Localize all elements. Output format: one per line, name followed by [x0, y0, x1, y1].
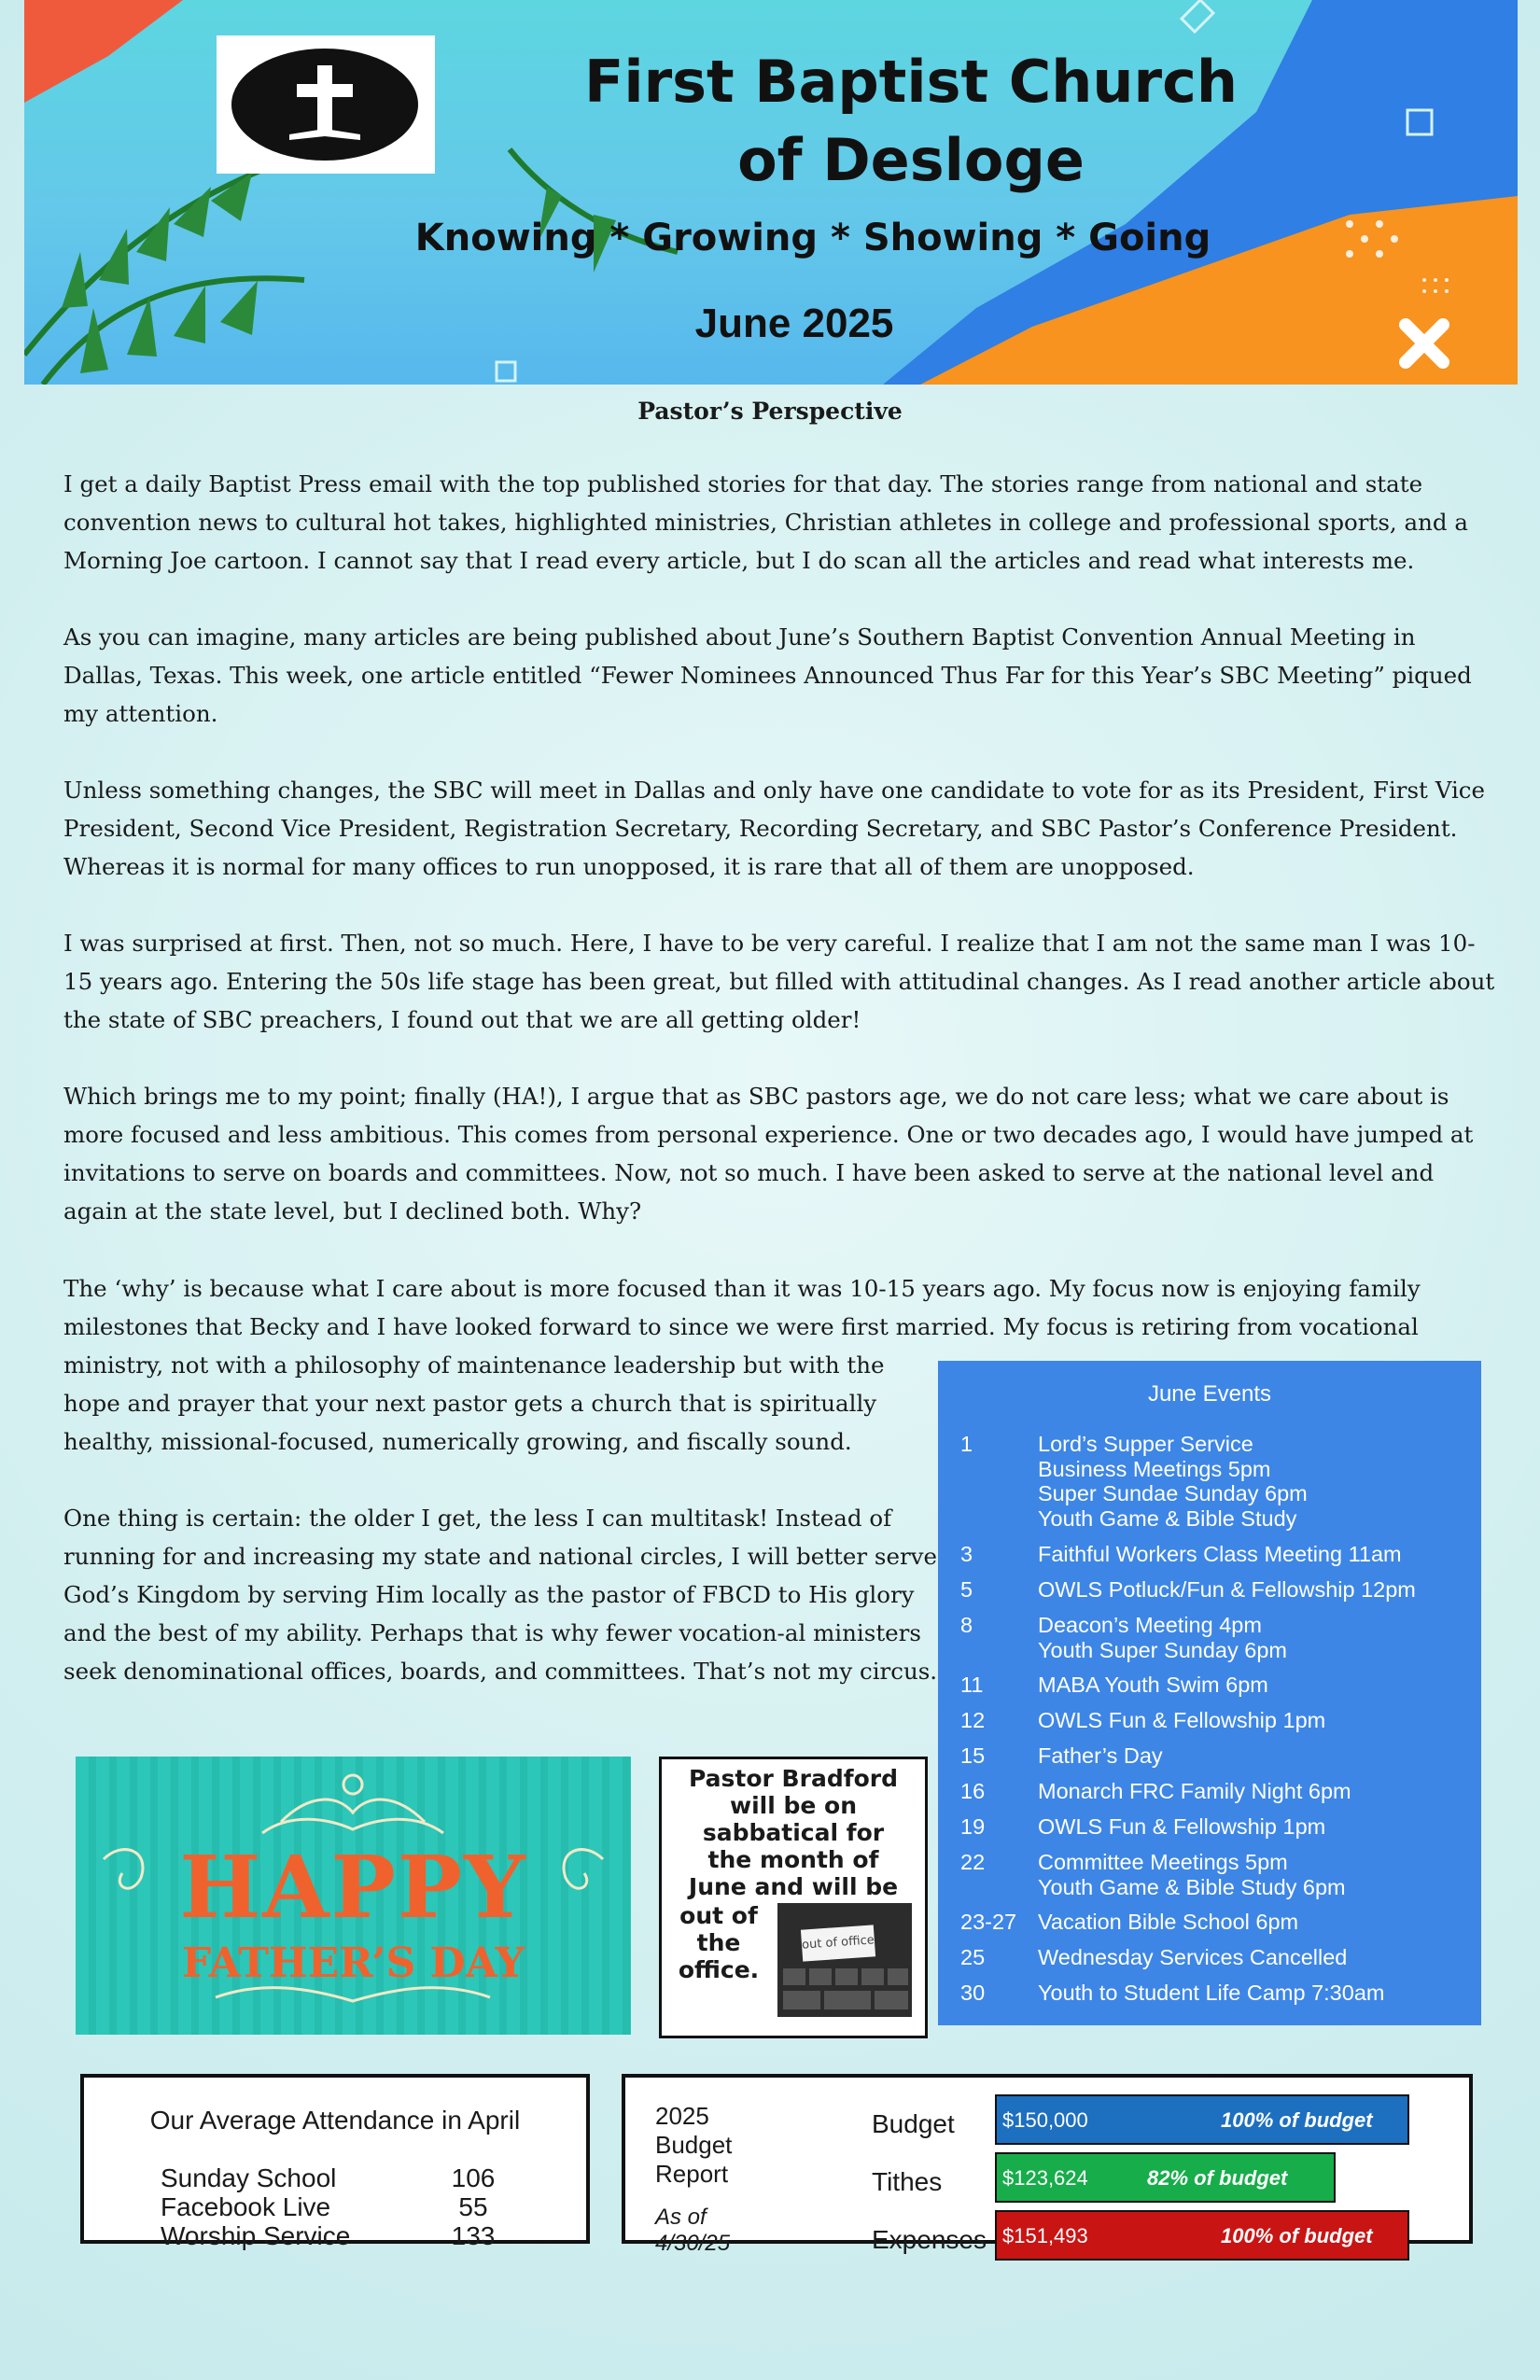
- issue-date: June 2025: [694, 301, 894, 346]
- event-day: 23-27: [960, 1910, 1017, 1934]
- event-day: 11: [960, 1673, 984, 1697]
- cross-book-icon: [231, 49, 418, 161]
- attendance-box: [80, 2074, 590, 2250]
- event-day: 5: [960, 1577, 973, 1602]
- expenses-bar: [995, 2210, 1409, 2261]
- logo-emblem: [231, 49, 418, 161]
- event-desc: Wednesday Services Cancelled: [1038, 1945, 1348, 1969]
- attendance-label: Sunday School: [161, 2163, 337, 2192]
- events-title: June Events: [1147, 1381, 1272, 1407]
- event-desc: Deacon’s Meeting 4pm Youth Super Sunday 6pm: [1038, 1613, 1287, 1662]
- event-day: 12: [960, 1708, 986, 1732]
- keyboard-icon: [777, 1903, 912, 2017]
- church-name-line1: First Baptist Church: [583, 48, 1239, 116]
- article-paragraph: As you can imagine, many articles are being published about June’s Southern Baptist Convention Annual Meeting in Dallas, Texas. This week, one article entitled “Fewer Nominees Announced Thus Far for this Year’s SBC Meeting” piqued my attention.: [63, 623, 1472, 727]
- masthead-banner: [24, 0, 1518, 385]
- fathers-day-card: [76, 1757, 631, 2035]
- event-desc: Monarch FRC Family Night 6pm: [1038, 1779, 1351, 1803]
- event-desc: Youth to Student Life Camp 7:30am: [1038, 1981, 1385, 2005]
- event-desc: Faithful Workers Class Meeting 11am: [1038, 1542, 1402, 1566]
- event-day: 1: [960, 1432, 973, 1456]
- article-paragraph: The ‘why’ is because what I care about is more focused than it was 10-15 years ago. My focus now is enjoying family milestones that Becky and I have looked forward to since we were first married. My focus is retiring from vocational: [63, 1275, 1421, 1340]
- fathers-day-headline: HAPPY: [179, 1837, 527, 1938]
- budget-row-label: Tithes: [872, 2167, 943, 2196]
- budget-amount: $150,000: [1002, 2108, 1088, 2132]
- article-paragraph: One thing is certain: the older I get, the less I can multitask! Instead of running for and increasing my state and national circles, I will better serve God’s Kingdom by serving Him locally as the pastor of FBCD to His glory and the best of my ability. Perhaps that is why fewer vocation-al ministers seek denominational offices, boards, and committees. That’s not my circus.: [63, 1505, 938, 1685]
- budget-percent: 100% of budget: [1221, 2108, 1373, 2132]
- out-of-office-note: out of office: [801, 1925, 875, 1961]
- event-desc: OWLS Fun & Fellowship 1pm: [1038, 1814, 1326, 1839]
- event-day: 30: [960, 1981, 986, 2005]
- event-day: 16: [960, 1779, 986, 1803]
- event-day: 8: [960, 1613, 973, 1637]
- article-paragraph: Unless something changes, the SBC will meet in Dallas and only have one candidate to vote for as its President, First Vice President, Second Vice President, Registration Secretary, Recording Secretary, and SBC Pastor’s Conference President. Whereas it is normal for many offices to run unopposed, it is rare that all of them are unopposed.: [63, 777, 1486, 880]
- budget-report-heading: 2025 Budget Report: [655, 2102, 733, 2188]
- tithes-bar: [995, 2152, 1336, 2203]
- tithes-percent: 82% of budget: [1147, 2166, 1288, 2190]
- attendance-value: 106: [451, 2163, 496, 2192]
- sabbatical-text: Pastor Bradford will be on sabbatical for the month of June and will be: [688, 1765, 899, 1900]
- event-desc: Lord’s Supper Service Business Meetings 5pm Super Sundae Sunday 6pm Youth Game & Bible Study: [1038, 1432, 1308, 1531]
- church-name-line2: of Desloge: [737, 126, 1085, 194]
- tithes-amount: $123,624: [1002, 2166, 1088, 2190]
- fathers-day-subline: FATHER’S DAY: [181, 1939, 525, 1987]
- event-desc: Father’s Day: [1038, 1743, 1163, 1768]
- attendance-value: 133: [451, 2221, 496, 2250]
- attendance-value: 55: [458, 2192, 488, 2221]
- event-desc: OWLS Fun & Fellowship 1pm: [1038, 1708, 1326, 1732]
- event-day: 19: [960, 1814, 986, 1839]
- budget-row-label: Expenses: [872, 2225, 987, 2254]
- event-desc: Vacation Bible School 6pm: [1038, 1910, 1299, 1934]
- expenses-percent: 100% of budget: [1221, 2224, 1373, 2247]
- church-name: [463, 43, 1359, 200]
- expenses-amount: $151,493: [1002, 2224, 1088, 2247]
- article-paragraph: I was surprised at first. Then, not so much. Here, I have to be very careful. I realize that I am not the same man I was 10-15 years ago. Entering the 50s life stage has been great, but filled with attitudinal changes. As I read another article about the state of SBC preachers, I found out that we are all getting older!: [63, 930, 1495, 1033]
- sabbatical-text-continued: out of the office.: [678, 1902, 760, 1983]
- article-title: Pastor’s Perspective: [637, 398, 903, 425]
- out-of-office-keyboard-image: [777, 1903, 912, 2017]
- event-desc: OWLS Potluck/Fun & Fellowship 12pm: [1038, 1577, 1416, 1602]
- article-paragraph: Which brings me to my point; finally (HA!), I argue that as SBC pastors age, we do not care less; what we care about is more focused and less ambitious. This comes from personal experience. One or two decades ago, I would have jumped at invitations to serve on boards and committees. Now, not so much. I have been asked to serve at the national level and again at the state level, but I declined both. Why?: [63, 1083, 1474, 1225]
- budget-bar: [995, 2094, 1409, 2145]
- church-logo: [217, 35, 435, 174]
- budget-report-box: [622, 2074, 1473, 2256]
- budget-as-of: As of 4/30/25: [655, 2205, 731, 2256]
- attendance-label: Facebook Live: [161, 2192, 331, 2221]
- article-paragraph: I get a daily Baptist Press email with the top published stories for that day. The stories range from national and state convention news to cultural hot takes, highlighted ministries, Christian athletes in college and professional sports, and a Morning Joe cartoon. I cannot say that I read every article, but I do scan all the articles and read what interests me.: [63, 470, 1468, 574]
- event-day: 25: [960, 1945, 986, 1969]
- sabbatical-notice: [659, 1757, 928, 2038]
- event-desc: MABA Youth Swim 6pm: [1038, 1673, 1268, 1697]
- event-day: 22: [960, 1850, 986, 1874]
- event-desc: Committee Meetings 5pm Youth Game & Bible Study 6pm: [1038, 1850, 1346, 1899]
- june-events-panel: [938, 1361, 1481, 2025]
- attendance-label: Worship Service: [161, 2221, 351, 2250]
- attendance-title: Our Average Attendance in April: [149, 2106, 521, 2135]
- event-day: 3: [960, 1542, 973, 1566]
- budget-row-label: Budget: [872, 2109, 955, 2138]
- church-motto: Knowing * Growing * Showing * Going: [414, 217, 1211, 259]
- article-paragraph: ministry, not with a philosophy of maintenance leadership but with the hope and prayer that your next pastor gets a church that is spiritually healthy, missional-focused, numerically growing, and fiscally sound.: [63, 1351, 885, 1455]
- event-day: 15: [960, 1743, 986, 1768]
